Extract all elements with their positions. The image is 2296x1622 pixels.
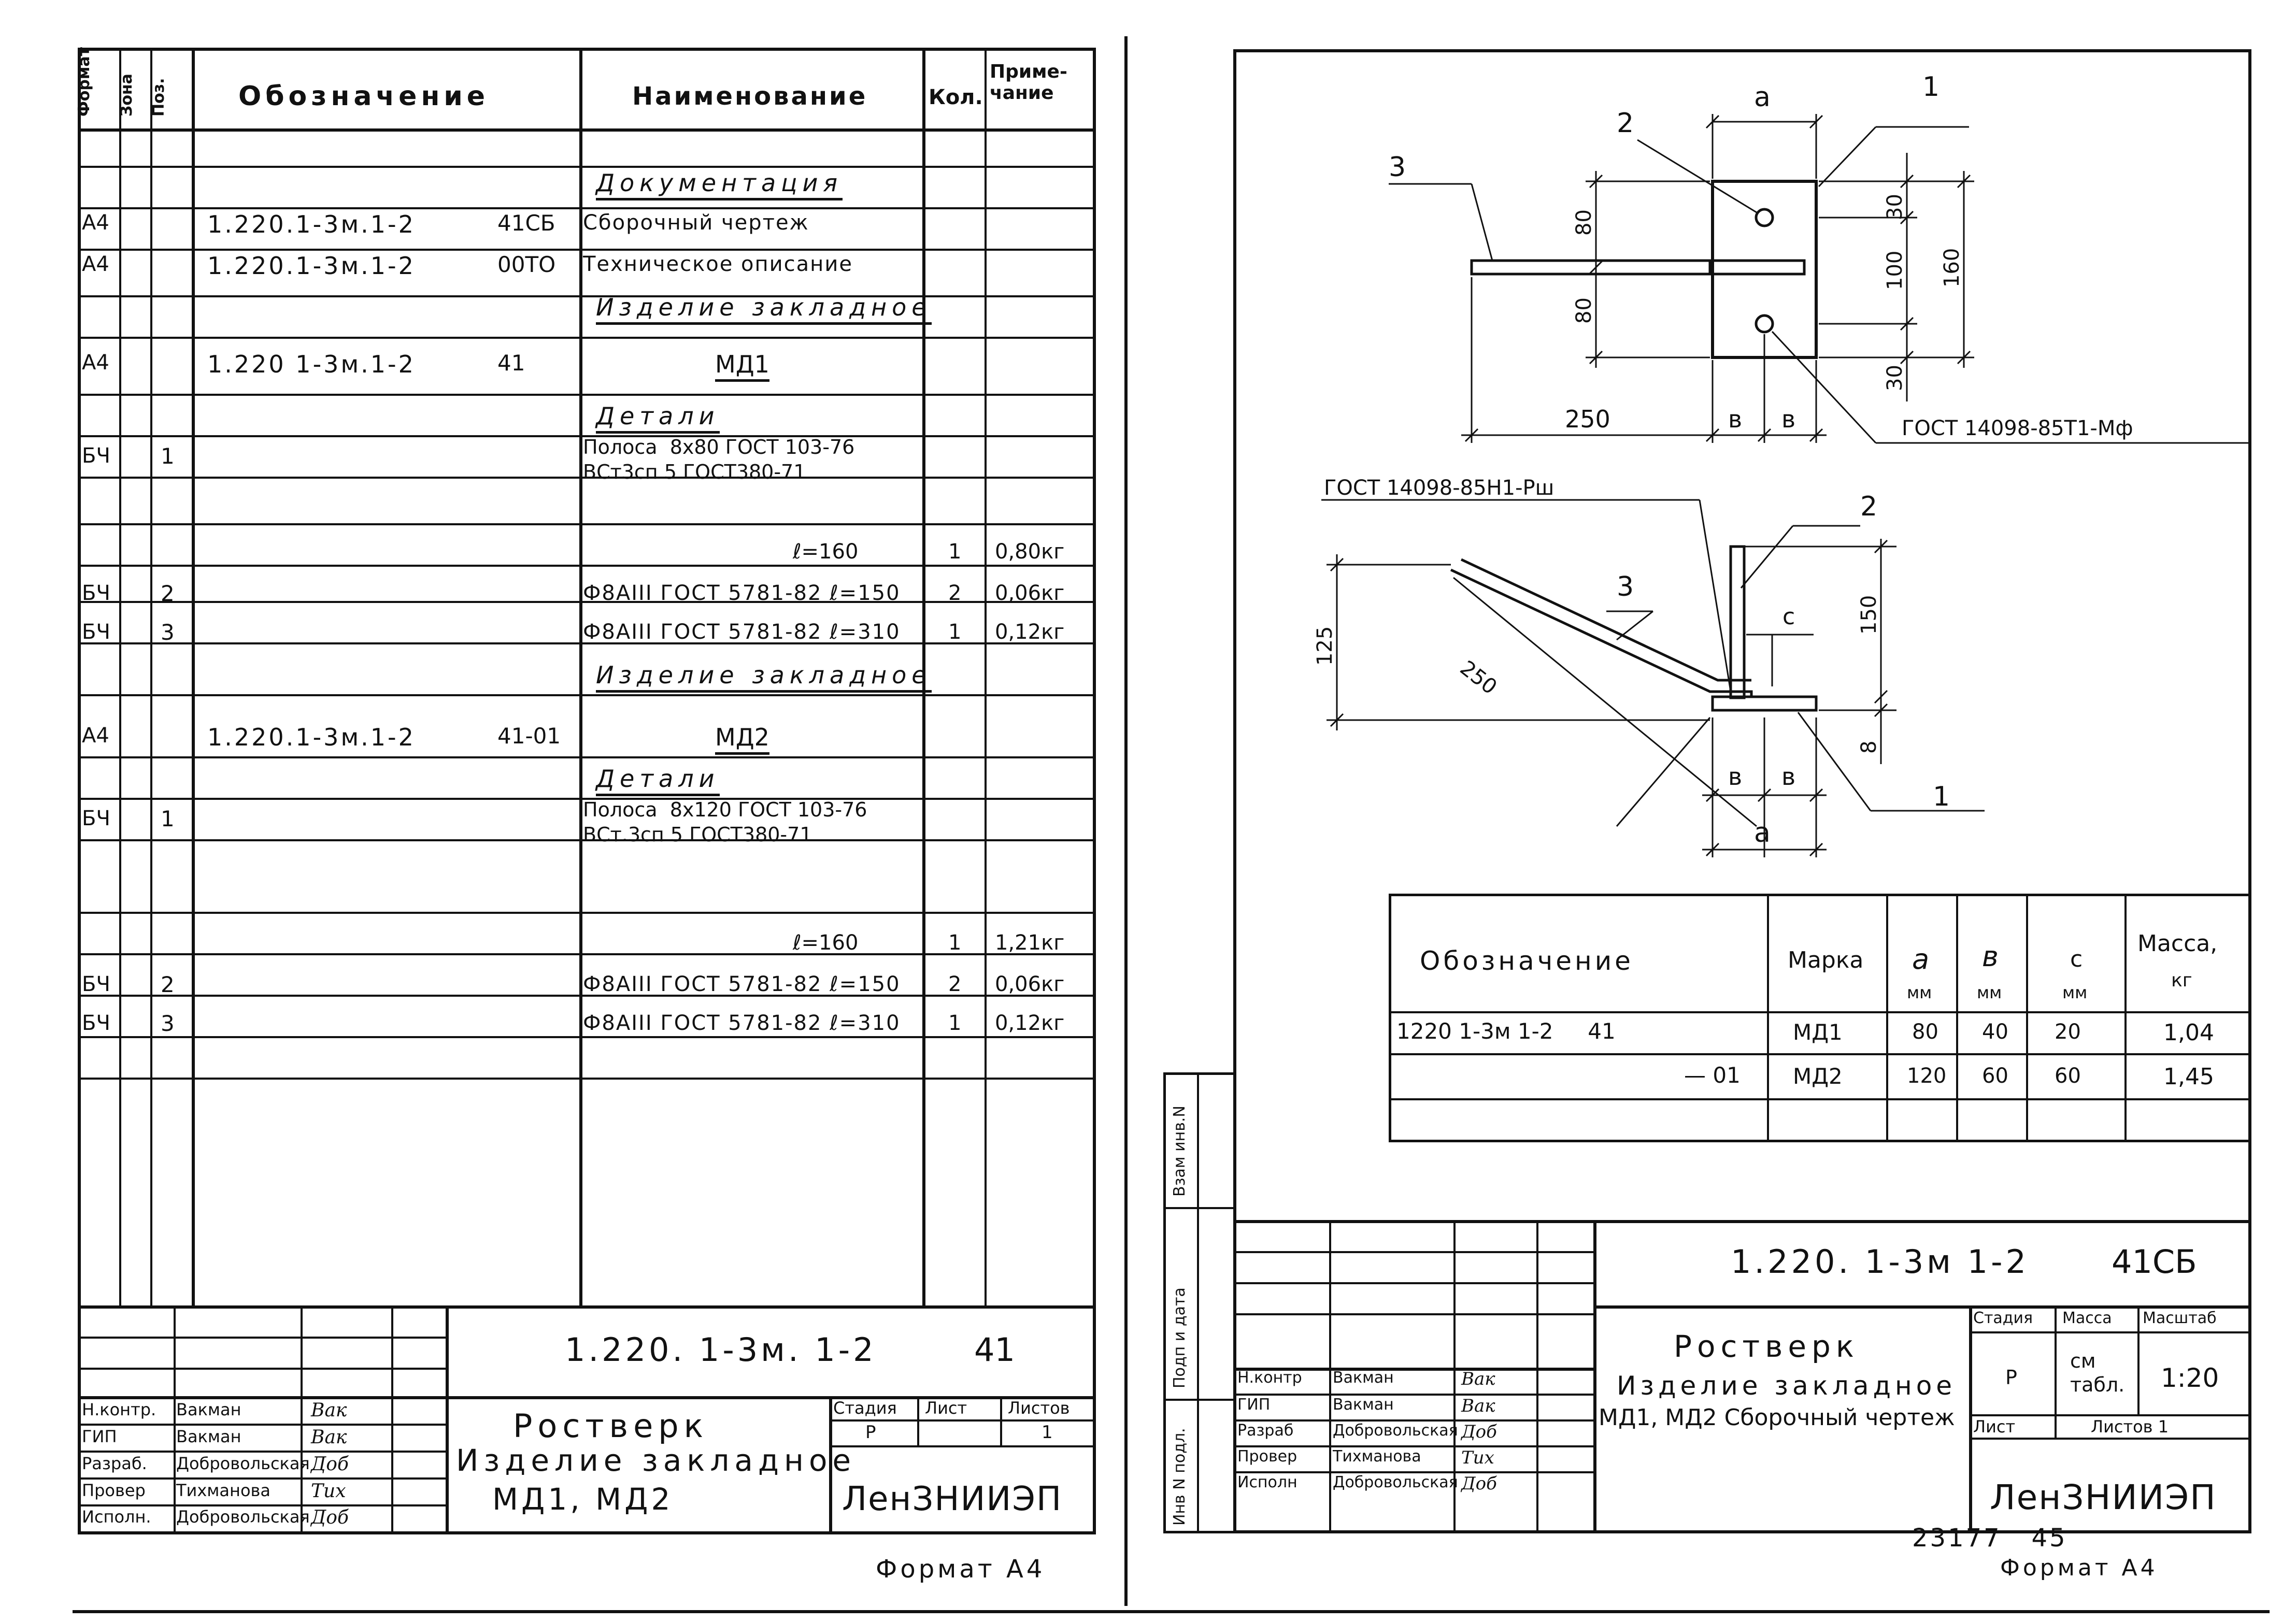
spec-fmt: А4 <box>82 724 109 748</box>
side-strip-sign-date: Подп и дата <box>1171 1287 1189 1388</box>
dim-8: 8 <box>1857 740 1881 754</box>
spec-name: Ф8АIII ГОСТ 5781-82 ℓ=310 <box>583 620 901 644</box>
spec-note: 1,21кг <box>995 931 1065 955</box>
param-row2-des: — 01 <box>1684 1063 1741 1088</box>
right-doc-code: 41СБ <box>2112 1243 2197 1281</box>
role-name: Тихманова <box>176 1481 270 1500</box>
spec-row-line <box>78 912 1096 914</box>
right-stage-value: Р <box>2005 1366 2017 1389</box>
spec-row-line <box>78 1078 1096 1080</box>
spec-des: 1.220.1-3м.1-2 <box>207 723 416 751</box>
spec-pos: 2 <box>161 972 175 997</box>
spec-pos: 2 <box>161 581 175 606</box>
spec-qty: 1 <box>948 540 962 564</box>
param-header-c: с <box>2070 946 2083 972</box>
right-scale-value: 1:20 <box>2161 1363 2219 1393</box>
spec-fmt: БЧ <box>82 444 110 468</box>
spec-des: 1.220.1-3м.1-2 <box>207 210 416 238</box>
spec-pos: 3 <box>161 1011 175 1036</box>
right-org: ЛенЗНИИЭП <box>1990 1477 2217 1517</box>
spec-note: 0,80кг <box>995 540 1065 564</box>
param-header-b-unit: мм <box>1977 983 2002 1002</box>
left-sheet-label: Лист <box>925 1398 967 1418</box>
side-label-3: 3 <box>1617 571 1634 602</box>
spec-name: Ф8АIII ГОСТ 5781-82 ℓ=150 <box>583 581 901 605</box>
spec-row-line <box>78 207 1096 209</box>
spec-name: Сборочный чертеж <box>583 211 809 235</box>
side-label-a: а <box>1754 817 1771 849</box>
spec-row-line <box>78 249 1096 251</box>
param-row1-mark: МД1 <box>1793 1020 1843 1045</box>
plan-label-a: а <box>1754 82 1771 113</box>
role-sign: Вак <box>1461 1369 1495 1389</box>
spec-name: Документация <box>596 171 843 200</box>
role-sign: Доб <box>1461 1422 1497 1442</box>
param-header-designation: Обозначение <box>1420 946 1634 976</box>
spec-fmt: БЧ <box>82 972 110 996</box>
spec-code: 41 <box>497 350 525 376</box>
side-label-c: с <box>1782 604 1795 630</box>
right-title-line1: Ростверк <box>1674 1329 1859 1364</box>
spec-fmt: А4 <box>82 351 109 375</box>
spec-name: Детали <box>596 767 720 796</box>
role-sign: Доб <box>311 1454 349 1475</box>
role-role: Провер <box>82 1481 146 1500</box>
role-name: Добровольская <box>176 1454 310 1473</box>
param-header-a-unit: мм <box>1907 983 1932 1002</box>
bent-bar-plan <box>1472 261 1804 274</box>
role-name: Вакман <box>176 1427 241 1446</box>
assembly-drawing <box>1233 49 2251 888</box>
spec-code: 00ТО <box>497 252 556 277</box>
spec-pos: 1 <box>161 806 175 831</box>
bottom-rule <box>73 1610 2270 1613</box>
param-header-mark: Марка <box>1788 947 1864 973</box>
spec-name: Детали <box>596 404 720 434</box>
spec-fmt: БЧ <box>82 807 110 830</box>
left-format-note: Формат А4 <box>876 1555 1046 1584</box>
side-strip-inv: Инв N подл. <box>1171 1428 1189 1526</box>
spec-row-line <box>78 756 1096 758</box>
sheet-divider <box>1124 36 1128 1606</box>
anchor-bar-bottom <box>1756 315 1773 332</box>
param-header-mass-unit: кг <box>2171 970 2192 991</box>
header-note: Приме- чание <box>990 61 1067 104</box>
spec-name: Техническое описание <box>583 252 853 276</box>
spec-des: 1.220 1-3м.1-2 <box>207 350 416 378</box>
spec-fmt: БЧ <box>82 581 110 605</box>
right-sheet-label: Лист <box>1973 1417 2016 1437</box>
plan-label-2: 2 <box>1617 108 1634 139</box>
spec-pos: 1 <box>161 443 175 469</box>
dim-30-bottom: 30 <box>1883 365 1907 391</box>
dim-80-bottom: 80 <box>1572 297 1596 324</box>
role-name: Тихманова <box>1333 1447 1421 1466</box>
spec-note: 0,06кг <box>995 972 1065 996</box>
right-format-note: Формат А4 <box>2000 1555 2158 1581</box>
role-name: Вакман <box>1333 1396 1394 1414</box>
spec-fmt: БЧ <box>82 620 110 644</box>
role-role: ГИП <box>1237 1396 1271 1414</box>
header-pos: Поз. <box>150 78 168 117</box>
right-sheets-label: Листов 1 <box>2091 1417 2169 1437</box>
param-row2-mass: 1,45 <box>2163 1064 2214 1090</box>
spec-fmt: А4 <box>82 211 109 235</box>
spec-code: 41-01 <box>497 723 561 749</box>
spec-row-line <box>78 565 1096 567</box>
spec-row-line <box>78 295 1096 297</box>
role-role: Провер <box>1237 1447 1297 1466</box>
param-row2-mark: МД2 <box>1793 1064 1843 1089</box>
plan-label-3: 3 <box>1389 152 1406 183</box>
role-sign: Вак <box>1461 1396 1495 1416</box>
spec-code: 41СБ <box>497 210 555 236</box>
role-sign: Тих <box>1461 1447 1494 1468</box>
left-sheets-label: Листов <box>1008 1398 1070 1418</box>
stamp-number: 23177 45 <box>1912 1524 2067 1553</box>
role-sign: Вак <box>311 1400 347 1421</box>
param-header-mass: Масса, <box>2137 930 2218 957</box>
spec-name: Изделие закладное <box>596 663 932 693</box>
side-strip-replace: Взам инв.N <box>1171 1106 1189 1197</box>
role-role: Разраб <box>1237 1422 1294 1440</box>
role-role: Исполн <box>1237 1473 1297 1491</box>
side-label-b2: в <box>1781 763 1796 791</box>
spec-qty: 2 <box>948 581 962 605</box>
dim-100: 100 <box>1883 250 1907 290</box>
role-name: Добровольская <box>1333 1422 1458 1440</box>
spec-note: 0,12кг <box>995 620 1065 644</box>
right-scale-label: Масштаб <box>2143 1309 2217 1327</box>
side-gost: ГОСТ 14098-85Н1-Рш <box>1324 476 1555 500</box>
spec-note: 0,12кг <box>995 1011 1065 1035</box>
side-label-1: 1 <box>1933 781 1950 812</box>
left-doc-code: 41 <box>974 1331 1015 1369</box>
param-row1-des: 1220 1-3м 1-2 41 <box>1396 1018 1616 1044</box>
spec-name: Ф8АIII ГОСТ 5781-82 ℓ=310 <box>583 1011 901 1035</box>
header-designation: Обозначение <box>238 81 490 112</box>
role-role: Н.контр. <box>82 1400 156 1419</box>
param-row1-mass: 1,04 <box>2163 1020 2214 1046</box>
header-zone: Зона <box>118 74 136 117</box>
right-stage-label: Стадия <box>1973 1309 2033 1327</box>
spec-pos: 3 <box>161 620 175 645</box>
role-role: Разраб. <box>82 1454 147 1473</box>
spec-row-line <box>78 953 1096 955</box>
param-row1-c: 20 <box>2055 1020 2081 1044</box>
left-doc-number: 1.220. 1-3м. 1-2 <box>565 1331 877 1369</box>
role-sign: Доб <box>311 1507 349 1528</box>
param-header-a: а <box>1912 943 1930 975</box>
spec-name: МД1 <box>715 352 769 382</box>
right-title-line2: Изделие закладное <box>1617 1371 1957 1401</box>
left-org: ЛенЗНИИЭП <box>842 1480 1063 1518</box>
role-name: Добровольская <box>1333 1473 1458 1491</box>
param-row1-b: 40 <box>1982 1020 2008 1044</box>
role-sign: Доб <box>1461 1473 1497 1494</box>
param-row2-b: 60 <box>1982 1064 2008 1088</box>
spec-name: Полоса 8х80 ГОСТ 103-76 ВСт3сп 5 ГОСТ380-71 <box>583 436 855 483</box>
role-role: ГИП <box>82 1427 117 1446</box>
right-mass-label: Масса <box>2062 1309 2112 1327</box>
spec-row-line <box>78 1036 1096 1038</box>
spec-qty: 2 <box>948 972 962 996</box>
right-title-line3: МД1, МД2 Сборочный чертеж <box>1599 1404 1955 1431</box>
role-name: Вакман <box>176 1400 241 1419</box>
spec-row-line <box>78 394 1096 396</box>
spec-row-line <box>78 694 1096 696</box>
plan-gost: ГОСТ 14098-85Т1-Мф <box>1902 417 2133 440</box>
spec-fmt: БЧ <box>82 1011 110 1035</box>
spec-name: ℓ=160 <box>793 540 859 564</box>
header-name: Наименование <box>632 82 868 111</box>
spec-qty: 1 <box>948 620 962 644</box>
dim-160: 160 <box>1940 248 1964 288</box>
right-mass-value: см табл. <box>2070 1350 2125 1396</box>
param-header-c-unit: мм <box>2062 983 2088 1002</box>
role-name: Вакман <box>1333 1369 1394 1387</box>
plate-md-side <box>1713 697 1816 710</box>
param-row2-a: 120 <box>1907 1064 1947 1088</box>
dim-150: 150 <box>1857 595 1881 635</box>
dim-125: 125 <box>1313 626 1337 666</box>
role-role: Исполн. <box>82 1507 151 1527</box>
role-sign: Тих <box>311 1481 346 1502</box>
param-header-b: в <box>1982 940 1999 973</box>
left-title-line1: Ростверк <box>513 1407 709 1445</box>
plan-label-1: 1 <box>1922 71 1940 103</box>
left-stage-value: Р <box>865 1422 876 1443</box>
anchor-bar-top <box>1756 209 1773 226</box>
plan-label-b2: в <box>1781 405 1796 433</box>
dim-80-top: 80 <box>1572 209 1596 236</box>
spec-name: ℓ=160 <box>793 931 859 955</box>
left-sheets-value: 1 <box>1042 1422 1053 1443</box>
dim-250-side: 250 <box>1455 656 1502 699</box>
param-row2-c: 60 <box>2055 1064 2081 1088</box>
side-label-b1: в <box>1728 763 1743 791</box>
dim-250-plan: 250 <box>1565 405 1610 433</box>
role-sign: Вак <box>311 1427 347 1448</box>
param-row1-a: 80 <box>1912 1020 1938 1044</box>
spec-row-line <box>78 337 1096 339</box>
spec-fmt: А4 <box>82 252 109 276</box>
anchor-bar-side <box>1731 547 1744 698</box>
spec-name: Полоса 8х120 ГОСТ 103-76 ВСт.3сп 5 ГОСТ380-71 <box>583 798 867 846</box>
plan-label-b1: в <box>1728 405 1743 433</box>
header-qty: Кол. <box>929 85 983 109</box>
left-stage-label: Стадия <box>833 1398 897 1418</box>
spec-row-line <box>78 523 1096 525</box>
right-doc-number: 1.220. 1-3м 1-2 <box>1731 1243 2029 1281</box>
left-title-line3: МД1, МД2 <box>492 1482 674 1517</box>
spec-qty: 1 <box>948 931 962 955</box>
spec-name: МД2 <box>715 725 769 755</box>
spec-row-line <box>78 166 1096 168</box>
spec-name: Изделие закладное <box>596 295 932 325</box>
spec-name: Ф8АIII ГОСТ 5781-82 ℓ=150 <box>583 972 901 996</box>
side-label-2: 2 <box>1860 491 1878 522</box>
role-name: Добровольская <box>176 1507 310 1527</box>
spec-des: 1.220.1-3м.1-2 <box>207 252 416 280</box>
spec-qty: 1 <box>948 1011 962 1035</box>
dim-30-top: 30 <box>1883 194 1907 220</box>
left-title-line2: Изделие закладное <box>456 1443 857 1478</box>
header-format: Формат <box>75 47 93 117</box>
spec-note: 0,06кг <box>995 581 1065 605</box>
role-role: Н.контр <box>1237 1369 1302 1387</box>
